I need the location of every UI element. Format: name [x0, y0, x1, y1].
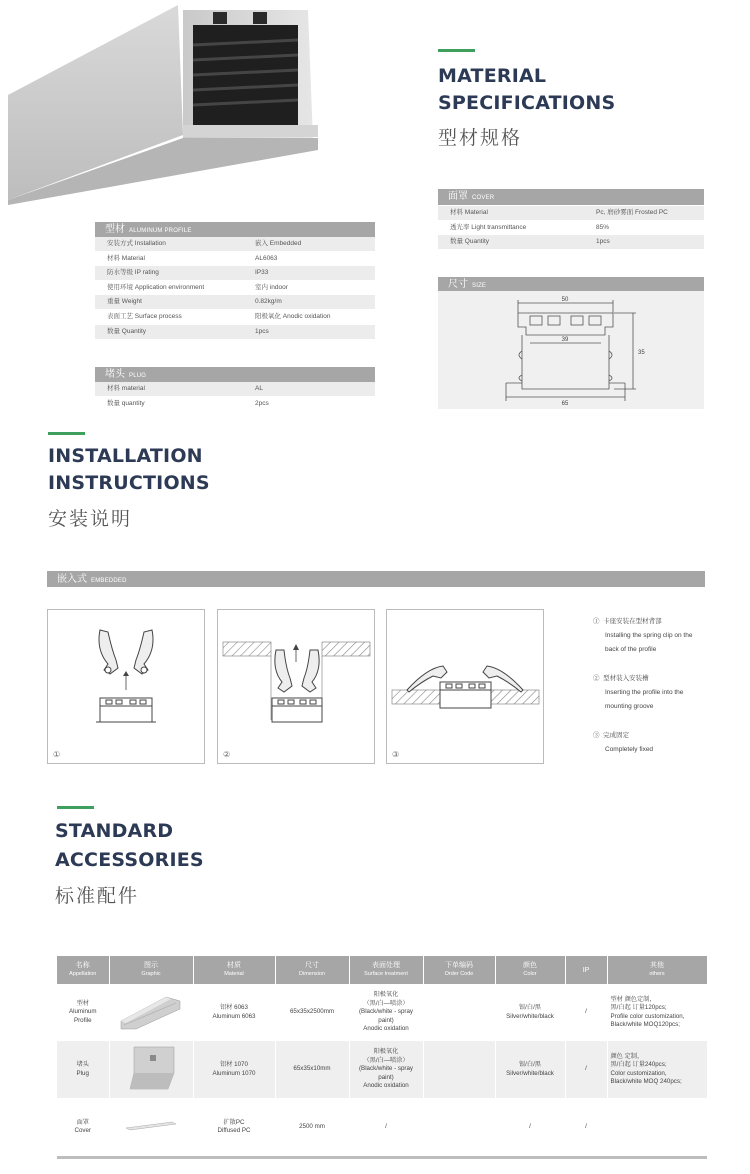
- step-2-cn: 型材装入安装槽: [603, 675, 649, 682]
- col-header-cn: 表面处理: [372, 962, 400, 969]
- col-header-cn: 尺寸: [305, 962, 319, 969]
- step-2-en-2: mounting groove: [605, 703, 654, 710]
- cell-color-text: 银/白/黑 Silver/white/black: [506, 1061, 554, 1077]
- cell-ip-text: /: [585, 1122, 587, 1130]
- spec-label: 透光率 Light transmittance: [450, 223, 527, 231]
- cell-graphic: [109, 1041, 193, 1098]
- cell-surface-text: (Black/white - spray paint): [359, 1008, 413, 1024]
- cell-surface-text: (Black/white - spray paint): [359, 1065, 413, 1081]
- heading-installation-cn: 安装说明: [48, 508, 133, 530]
- install-step-3-illustration: [386, 609, 544, 764]
- cell-others-text: Profile color customization,: [610, 1012, 685, 1020]
- col-header-cn: 下单编码: [445, 962, 473, 969]
- col-header-cn: 颜色: [523, 962, 537, 969]
- spec-label: 材料 Material: [450, 209, 488, 216]
- spec-label: 数量 quantity: [107, 399, 145, 407]
- step-1-number: ①: [53, 750, 61, 759]
- embedded-header-en: EMBEDDED: [91, 578, 127, 584]
- cell-others-text: 型材 颜色定制，: [610, 995, 656, 1003]
- accessories-row: [57, 1098, 707, 1156]
- spec-label: 材料 Material: [107, 254, 145, 262]
- embedded-header: [47, 571, 705, 587]
- heading-material: MATERIAL: [438, 65, 547, 87]
- step-2-en-1: Inserting the profile into the: [605, 689, 684, 696]
- plug-spec-header: [95, 367, 375, 383]
- step-2-note: ② 型材装入安装槽 Inserting the profile into the mounting groove: [593, 675, 684, 710]
- spec-label: 数量 Quantity: [450, 238, 490, 246]
- spec-value: 85%: [596, 223, 610, 231]
- cell-color: [495, 1098, 565, 1156]
- cell-name-text: Aluminum Profile: [68, 1008, 97, 1024]
- accessories-col-header: [193, 956, 275, 984]
- profile-spec-header: [95, 222, 375, 238]
- spec-label: 表面工艺 Surface process: [107, 313, 182, 320]
- size-header-en: SIZE: [472, 283, 487, 289]
- cell-others-text: Black/white MOQ120pcs;: [610, 1021, 680, 1028]
- cell-dimension: [275, 1041, 349, 1098]
- profile-row: [95, 266, 375, 280]
- step-3-en-1: Completely fixed: [605, 746, 654, 753]
- cover-header-en: COVER: [472, 195, 495, 201]
- spec-label: 使用环境 Application environment: [107, 283, 205, 291]
- cell-name-text: 型材: [76, 999, 89, 1007]
- cell-material-text: Diffused PC: [217, 1127, 251, 1134]
- profile-row: [95, 295, 375, 309]
- cell-material-text: 铝材 1070: [220, 1061, 248, 1068]
- cell-graphic: [109, 1098, 193, 1156]
- accessories-col-header: [495, 956, 565, 984]
- cell-others-text: 颜色 定制，: [610, 1052, 644, 1060]
- accessories-row: [57, 1041, 707, 1098]
- cell-material: [193, 1041, 275, 1098]
- cell-ip: [565, 984, 607, 1041]
- step-2-number: ②: [223, 750, 231, 759]
- cell-others: [607, 1041, 707, 1098]
- step-1-en-2: back of the profile: [605, 646, 657, 653]
- spec-value: 阳极氧化 Anodic oxidation: [255, 313, 331, 320]
- cover-header-cn: 面罩: [448, 191, 468, 202]
- cell-material-text: 扩散PC: [223, 1118, 245, 1126]
- cell-dimension-text: 65x35x2500mm: [289, 1008, 335, 1016]
- cell-surface-text: /: [385, 1122, 387, 1130]
- cell-surface-text: （黑/白—喷涂）: [363, 999, 409, 1007]
- col-header-cn: IP: [582, 966, 590, 974]
- cell-others: [607, 1098, 707, 1156]
- col-header-en: Graphic: [141, 971, 161, 977]
- accessories-table: [57, 956, 708, 1156]
- cell-color: [495, 1041, 565, 1098]
- cell-others-text: Color customization,: [610, 1069, 667, 1077]
- profile-row: [95, 252, 375, 266]
- col-header-en: Material: [224, 971, 244, 977]
- col-header-en: Appellation: [69, 971, 97, 977]
- profile-header-en: ALUMINUM PROFILE: [129, 228, 192, 234]
- cell-ip: [565, 1098, 607, 1156]
- cell-name-text: Plug: [76, 1069, 89, 1077]
- heading-accessories-cn: 标准配件: [55, 885, 140, 907]
- dim-bottom-label: 65: [561, 401, 569, 407]
- spec-value: AL: [255, 385, 263, 392]
- col-header-cn: 其他: [650, 962, 664, 969]
- spec-label: 重量 Weight: [107, 298, 142, 306]
- cell-surface-text: Anodic oxidation: [363, 1082, 409, 1090]
- cell-order-code: [423, 1098, 495, 1156]
- cell-color: [495, 984, 565, 1041]
- cell-dimension: [275, 984, 349, 1041]
- plug-row: [95, 382, 375, 396]
- cover-spec-header: [438, 189, 704, 205]
- cell-others-text: Black/white MOQ 240pcs;: [610, 1078, 682, 1085]
- cover-row: [438, 206, 704, 220]
- cell-surface: [349, 1041, 423, 1098]
- accent-line: [438, 49, 475, 52]
- cell-graphic: [109, 984, 193, 1041]
- cell-color-text: /: [529, 1122, 531, 1130]
- profile-row: [95, 281, 375, 295]
- cell-name-text: Cover: [74, 1127, 91, 1134]
- heading-specifications: SPECIFICATIONS: [438, 92, 616, 114]
- spec-label: 防水等级 IP rating: [107, 269, 159, 277]
- accessories-col-header: [275, 956, 349, 984]
- spec-value: 1pcs: [596, 238, 610, 246]
- accessories-col-header: [607, 956, 707, 984]
- cell-name: [57, 1041, 109, 1098]
- cell-dimension-text: 2500 mm: [299, 1122, 325, 1130]
- spec-value: 2pcs: [255, 399, 269, 407]
- col-header-cn: 名称: [75, 962, 90, 969]
- plug-row: [95, 397, 375, 411]
- size-header-cn: 尺寸: [448, 279, 468, 290]
- cell-ip-text: /: [585, 1065, 587, 1073]
- spec-value: 嵌入 Embedded: [255, 240, 302, 247]
- table-bottom-rule: [57, 1156, 707, 1159]
- cell-surface: [349, 1098, 423, 1156]
- cover-row: [438, 235, 704, 249]
- cell-surface-text: （黑/白—喷涂）: [363, 1056, 409, 1064]
- cell-material-text: Aluminum 1070: [212, 1069, 256, 1077]
- cell-others-text: 黑/白起 订量120pcs;: [610, 1004, 667, 1011]
- plug-header-cn: 堵头: [105, 369, 125, 380]
- spec-value: 0.82kg/m: [255, 298, 282, 306]
- cell-dimension-text: 65x35x10mm: [293, 1065, 331, 1073]
- dim-inner-label: 39: [561, 337, 569, 343]
- accessories-col-header: [109, 956, 193, 984]
- accessories-col-header: [565, 956, 607, 984]
- install-step-1-illustration: [47, 609, 205, 764]
- profile-row: [95, 325, 375, 339]
- cell-material-text: 铝材 6063: [220, 1004, 248, 1011]
- col-header-en: Surface treatment: [364, 971, 408, 977]
- cell-material: [193, 984, 275, 1041]
- cell-name: [57, 1098, 109, 1156]
- profile-thumbnail: [116, 989, 186, 1033]
- step-1-en-1: Installing the spring clip on the: [605, 632, 693, 639]
- accessories-col-header: [423, 956, 495, 984]
- step-1-cn: 卡座安装在型材背部: [603, 618, 662, 625]
- step-1-note: ① 卡座安装在型材背部 Installing the spring clip on the back of the profile: [593, 618, 693, 653]
- cell-ip: [565, 1041, 607, 1098]
- cell-surface: [349, 984, 423, 1041]
- spec-value: 室内 indoor: [255, 283, 288, 291]
- install-step-2-illustration: [217, 609, 375, 764]
- col-header-en: others: [649, 971, 665, 977]
- step-3-number: ③: [392, 750, 400, 759]
- col-header-cn: 图示: [144, 962, 158, 969]
- cell-material: [193, 1098, 275, 1156]
- accessories-col-header: [349, 956, 423, 984]
- accent-line: [57, 806, 94, 809]
- cell-order-code: [423, 1041, 495, 1098]
- spec-value: 1pcs: [255, 327, 269, 335]
- cell-name: [57, 984, 109, 1041]
- plug-thumbnail: [116, 1043, 186, 1093]
- heading-installation: INSTALLATION: [48, 445, 203, 467]
- cell-surface-text: 阳极氧化: [373, 991, 399, 999]
- profile-3d-render: [8, 0, 338, 210]
- accent-line: [48, 432, 85, 435]
- spec-label: 材料 material: [107, 385, 145, 392]
- heading-accessories: ACCESSORIES: [55, 849, 204, 871]
- size-drawing-panel: [438, 291, 704, 409]
- cell-name-text: 堵头: [76, 1061, 89, 1068]
- cell-ip-text: /: [585, 1008, 587, 1016]
- profile-header-cn: 型材: [105, 224, 125, 235]
- heading-instructions: INSTRUCTIONS: [48, 472, 210, 494]
- spec-value: Pc, 磨砂雾面 Frosted PC: [596, 209, 668, 216]
- embedded-header-cn: 嵌入式: [57, 574, 87, 585]
- spec-label: 安装方式 Installation: [107, 240, 166, 247]
- cell-material-text: Aluminum 6063: [212, 1012, 256, 1020]
- step-3-note: ③ 完成固定 Completely fixed: [593, 732, 654, 753]
- cell-surface-text: 阳极氧化: [373, 1048, 399, 1056]
- dim-top-label: 50: [561, 297, 569, 303]
- spec-label: 数量 Quantity: [107, 327, 147, 335]
- accessories-row: [57, 984, 707, 1041]
- accessories-col-header: [57, 956, 109, 984]
- heading-material-cn: 型材规格: [438, 127, 523, 149]
- col-header-en: Dimension: [299, 971, 325, 977]
- step-3-cn: 完成固定: [603, 732, 630, 739]
- col-header-en: Color: [523, 971, 537, 977]
- cell-others: [607, 984, 707, 1041]
- accessories-header-row: [57, 956, 707, 984]
- dim-height-label: 35: [638, 350, 645, 356]
- cell-dimension: [275, 1098, 349, 1156]
- plug-header-en: PLUG: [129, 373, 147, 379]
- cell-name-text: 面罩: [76, 1118, 89, 1126]
- col-header-en: Order Code: [444, 971, 474, 977]
- cell-color-text: 银/白/黑 Silver/white/black: [506, 1004, 554, 1020]
- cell-order-code: [423, 984, 495, 1041]
- cover-row: [438, 221, 704, 235]
- spec-value: IP33: [255, 269, 269, 277]
- cell-surface-text: Anodic oxidation: [363, 1025, 409, 1033]
- col-header-cn: 材质: [227, 962, 241, 969]
- spec-value: AL6063: [255, 254, 278, 262]
- profile-row: [95, 237, 375, 251]
- profile-cross-section-drawing: [438, 291, 704, 409]
- profile-row: [95, 310, 375, 324]
- cover-thumbnail: [116, 1115, 186, 1135]
- cell-others-text: 黑/白起 订量240pcs;: [610, 1061, 667, 1068]
- heading-standard: STANDARD: [55, 820, 174, 842]
